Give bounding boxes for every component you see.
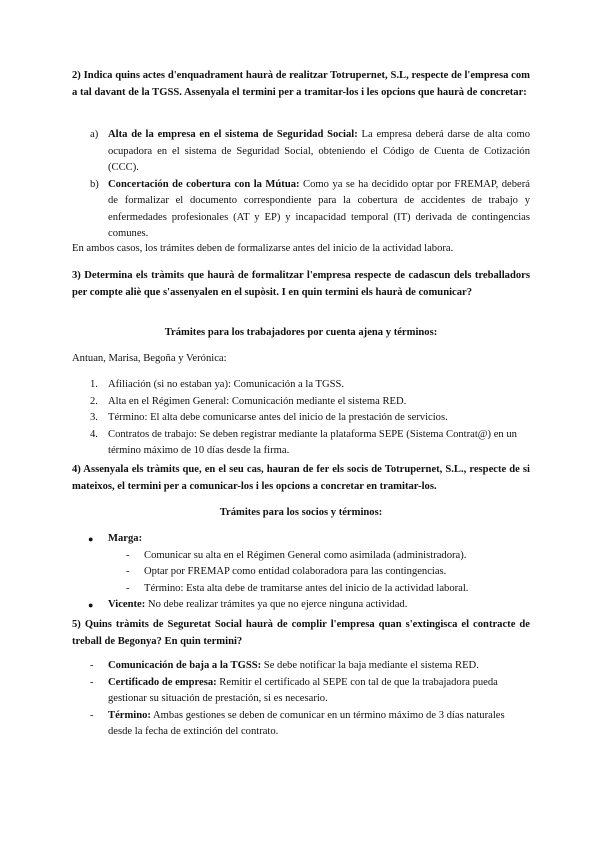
q2-item-b bbox=[72, 177, 530, 243]
q5-item-text: Remitir el certificado al SEPE con tal de que la trabajadora pueda gestionar su situación de prestación, si es necesario. bbox=[108, 676, 498, 704]
q4-marga-subitem: Optar por FREMAP como entidad colaboradora para las contingencias. bbox=[144, 566, 447, 577]
q3-item-text: Afiliación (si no estaban ya): Comunicación a la TGSS. bbox=[108, 379, 345, 390]
q2-list bbox=[72, 127, 530, 243]
q3-item-1 bbox=[72, 377, 530, 394]
list-marker: b) bbox=[90, 178, 99, 190]
question-2: 2) Indica quins actes d'enquadrament haurà de realitzar Totrupernet, S.L, respecte de l'empresa com a tal davant de la TGSS. Assenyala el termini per a tramitar-los i les opcions que haurà de concretar: bbox=[72, 70, 530, 98]
q4-marga-name: Marga: bbox=[108, 533, 143, 544]
list-marker: 1. bbox=[90, 379, 98, 390]
q5-item-1 bbox=[72, 658, 530, 675]
q5-item-text: Se debe notificar la baja mediante el sistema RED. bbox=[261, 660, 479, 671]
q4-marga-sub-2 bbox=[72, 564, 530, 581]
q5-item-text: Ambas gestiones se deben de comunicar en un término máximo de 3 días naturales desde la fecha de extinción del contrato. bbox=[108, 709, 505, 737]
list-marker: 2. bbox=[90, 395, 98, 407]
q5-item-title: Comunicación de baja a la TGSS: bbox=[108, 660, 262, 671]
q4-marga-sub-1 bbox=[72, 548, 530, 565]
dash-marker: - bbox=[90, 660, 94, 671]
dash-marker: - bbox=[90, 709, 94, 721]
q4-marga-subitem: Término: Esta alta debe de tramitarse antes del inicio de la actividad laboral. bbox=[144, 582, 469, 594]
q4-heading: Trámites para los socios y términos: bbox=[219, 507, 383, 518]
q4-vicente-text: No debe realizar trámites ya que no ejerce ninguna actividad. bbox=[145, 599, 408, 610]
q3-list bbox=[72, 377, 530, 460]
q4-item-vicente bbox=[72, 597, 530, 614]
q2-item-b-text: Como ya se ha decidido optar por FREMAP, deberá de formalizar el documento correspondiente para la cobertura de accidentes de trabajo y enfermedades profesionales (AT y EP) y incapacidad temporal (IT) derivada de contingencias comunes. bbox=[108, 178, 530, 239]
q2-item-a bbox=[72, 127, 530, 177]
q3-item-2 bbox=[72, 394, 530, 411]
q3-heading: Trámites para los trabajadores por cuenta ajena y términos: bbox=[164, 327, 438, 338]
dash-marker: - bbox=[126, 549, 130, 561]
q2-item-a-text: La empresa deberá darse de alta como ocupadora en el sistema de Seguridad Social, obteniendo el Código de Cuenta de Cotización (CCC). bbox=[108, 129, 530, 173]
question-5: 5) Quins tràmits de Seguretat Social haurà de complir l'empresa quan s'extingisca el contracte de treball de Begonya? En quin termini? bbox=[72, 619, 530, 647]
dash-marker: - bbox=[90, 676, 94, 688]
dash-marker: - bbox=[126, 566, 130, 577]
list-marker: 4. bbox=[90, 428, 98, 440]
question-4: 4) Assenyala els tràmits que, en el seu cas, hauran de fer els socis de Totrupernet, S.L., respecte de si mateixos, el termini per a comunicar-los i les opcions a concretar en tramitar-los. bbox=[72, 464, 530, 492]
bullet-icon: ● bbox=[88, 534, 94, 544]
q4-item-marga bbox=[72, 531, 530, 548]
q2-item-b-title: Concertación de cobertura con la Mútua: bbox=[108, 178, 300, 190]
q5-item-2 bbox=[72, 675, 530, 708]
q3-item-4 bbox=[72, 427, 530, 460]
q4-marga-subitem: Comunicar su alta en el Régimen General como asimilada (administradora). bbox=[144, 549, 467, 561]
q3-names: Antuan, Marisa, Begoña y Verónica: bbox=[72, 353, 227, 364]
q3-item-text: Alta en el Régimen General: Comunicación mediante el sistema RED. bbox=[108, 395, 407, 407]
q5-item-title: Término: bbox=[108, 709, 151, 721]
q3-item-text: Contratos de trabajo: Se deben registrar mediante la plataforma SEPE (Sistema Contrat@) en un término máximo de 10 días desde la firma. bbox=[108, 428, 517, 456]
bullet-icon: ● bbox=[88, 600, 94, 610]
q4-vicente-name: Vicente: bbox=[108, 599, 146, 610]
list-marker: a) bbox=[90, 129, 99, 140]
q2-note: En ambos casos, los trámites deben de formalizarse antes del inicio de la actividad labora. bbox=[72, 243, 454, 254]
q4-list bbox=[72, 531, 530, 614]
question-3: 3) Determina els tràmits que haurà de formalitzar l'empresa respecte de cadascun dels treballadors per compte aliè que s'assenyalen en el supòsit. I en quin termini els haurà de comunicar? bbox=[72, 270, 530, 298]
q3-item-3 bbox=[72, 410, 530, 427]
dash-marker: - bbox=[126, 582, 130, 594]
q5-item-title: Certificado de empresa: bbox=[108, 676, 217, 688]
list-marker: 3. bbox=[90, 412, 98, 423]
q5-item-3 bbox=[72, 708, 530, 741]
q4-marga-sub-3 bbox=[72, 581, 530, 598]
q5-list bbox=[72, 658, 530, 741]
q3-item-text: Término: El alta debe comunicarse antes del inicio de la prestación de servicios. bbox=[108, 412, 448, 423]
q2-item-a-title: Alta de la empresa en el sistema de Seguridad Social: bbox=[108, 129, 358, 140]
